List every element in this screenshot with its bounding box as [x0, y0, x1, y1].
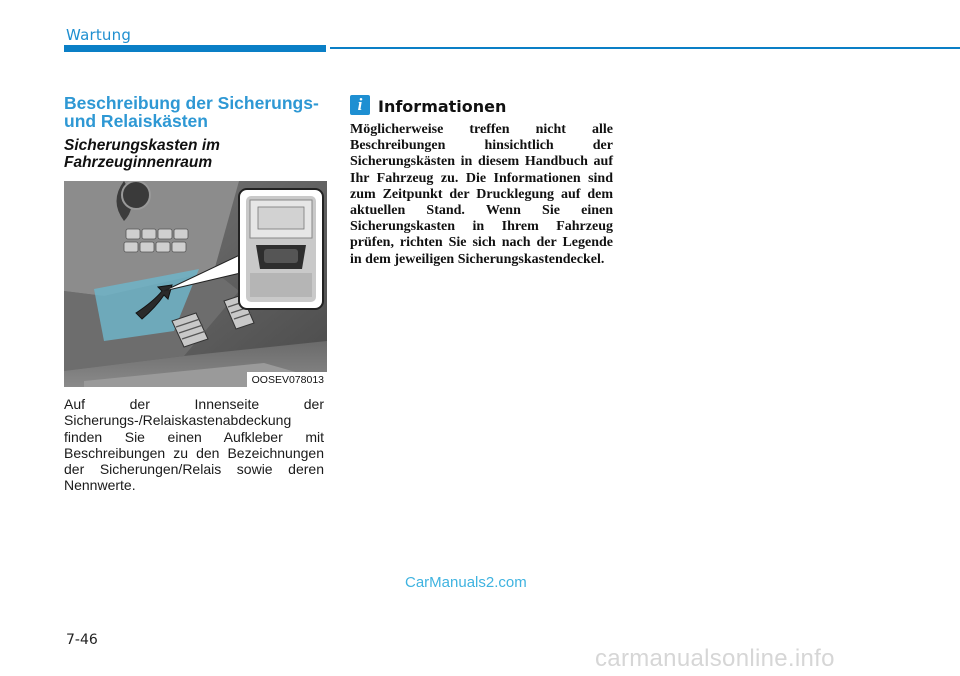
page-number: 7-46 — [66, 632, 98, 648]
info-title: Informationen — [378, 97, 507, 116]
watermark-link[interactable]: CarManuals2.com — [405, 574, 527, 591]
footer-watermark: carmanualsonline.info — [595, 645, 835, 672]
section-title: Beschreibung der Sicherungs- und Relaiskästen — [64, 93, 319, 131]
header-bar — [64, 45, 326, 52]
body-paragraph: Auf der Innenseite der Sicherungs-/Relaiskastenabdeckung finden Sie einen Aufkleber mit Beschreibungen zu den Bezeichnungen der Sicherungen/Relais sowie deren Nennwerte. — [64, 396, 324, 494]
info-icon: i — [350, 95, 370, 115]
figure-caption: OOSEV078013 — [247, 372, 327, 387]
subheading: Sicherungskasten im Fahrzeuginnenraum — [64, 137, 220, 171]
info-paragraph: Möglicherweise treffen nicht alle Beschreibungen hinsichtlich der Sicherungskästen in diesem Handbuch auf Ihr Fahrzeug zu. Die Informationen sind zum Zeitpunkt der Drucklegung auf dem aktuellen Stand. Wenn Sie einen Sicherungskasten in Ihrem Fahrzeug prüfen, richten Sie sich nach der Legende in dem jeweiligen Sicherungskastendeckel. — [350, 122, 613, 267]
header-rule — [330, 47, 960, 49]
fuse-box-illustration — [64, 181, 327, 387]
section-label: Wartung — [66, 26, 132, 44]
